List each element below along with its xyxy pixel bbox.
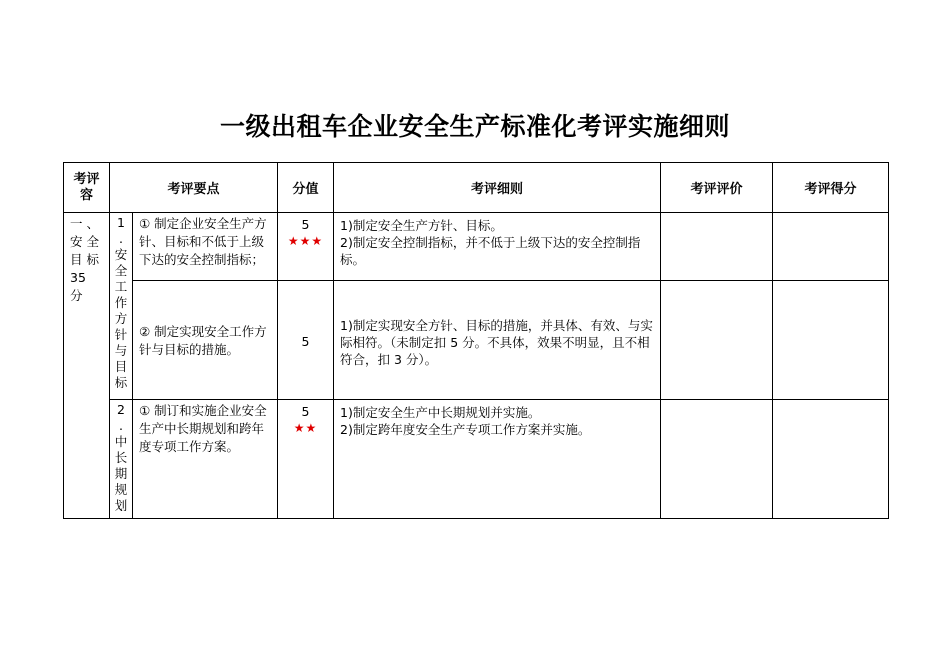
result-cell	[773, 213, 889, 281]
header-content: 考评 容	[64, 163, 110, 213]
result-cell	[773, 281, 889, 400]
subcategory-char: 安	[114, 247, 128, 262]
evaluation-cell	[661, 400, 773, 519]
detail-cell	[334, 400, 661, 519]
category-line: 35	[70, 270, 86, 285]
score-cell	[278, 400, 334, 519]
subcategory-char: 方	[114, 311, 128, 326]
header-result: 考评得分	[773, 163, 889, 213]
header-row	[64, 163, 889, 213]
result-cell	[773, 400, 889, 519]
detail-line: 1)制定安全生产中长期规划并实施。	[340, 405, 541, 420]
subcategory-cell	[110, 400, 133, 519]
subcategory-char: 与	[114, 343, 128, 358]
subcategory-char: 划	[114, 498, 128, 513]
subcategory-char: 期	[114, 466, 128, 481]
detail-cell	[334, 281, 661, 400]
score-cell	[278, 213, 334, 281]
category-line: 分	[70, 288, 83, 303]
detail-line: 1)制定安全生产方针、目标。	[340, 218, 503, 233]
subcategory-char: 作	[114, 295, 128, 310]
star-rating: ★★	[293, 421, 318, 435]
header-evaluation: 考评评价	[661, 163, 773, 213]
subcategory-char: 1	[117, 215, 125, 230]
category-cell	[64, 213, 110, 519]
evaluation-cell	[661, 281, 773, 400]
header-score: 分值	[278, 163, 334, 213]
subcategory-char: 工	[114, 279, 128, 294]
subcategory-char: 针	[114, 327, 128, 342]
subcategory-char: .	[119, 231, 123, 246]
subcategory-cell	[110, 213, 133, 400]
evaluation-cell	[661, 213, 773, 281]
category-line: 一 、	[70, 216, 99, 231]
subcategory-char: .	[119, 418, 123, 433]
document-title: 一级出租车企业安全生产标准化考评实施细则	[219, 112, 730, 141]
subcategory-char: 全	[114, 263, 128, 278]
table-row	[64, 281, 889, 400]
subcategory-char: 规	[114, 482, 128, 497]
header-detail: 考评细则	[334, 163, 661, 213]
score-value: 5	[301, 334, 310, 349]
detail-line: 2)制定跨年度安全生产专项工作方案并实施。	[340, 422, 591, 437]
detail-line: 1)制定实现安全方针、目标的措施，并具体、有效、与实际相符。（未制定扣 5 分。不具体，效果不明显，且不相符合，扣 3 分）。	[340, 317, 653, 367]
evaluation-table	[63, 162, 889, 519]
point-cell: ① 制订和实施企业安全生产中长期规划和跨年度专项工作方案。	[133, 400, 278, 519]
header-points: 考评要点	[110, 163, 278, 213]
subcategory-char: 目	[114, 359, 128, 374]
table-row	[64, 400, 889, 519]
score-value: 5	[301, 217, 310, 232]
category-line: 安 全	[70, 234, 99, 249]
point-cell: ② 制定实现安全工作方针与目标的措施。	[133, 281, 278, 400]
detail-line: 2)制定安全控制指标，并不低于上级下达的安全控制指标。	[340, 235, 641, 267]
score-cell	[278, 281, 334, 400]
detail-cell	[334, 213, 661, 281]
subcategory-char: 标	[114, 375, 128, 390]
subcategory-char: 长	[114, 450, 128, 465]
subcategory-char: 中	[114, 434, 128, 449]
star-rating: ★★★	[287, 234, 324, 248]
subcategory-char: 2	[117, 402, 125, 417]
score-value: 5	[301, 404, 310, 419]
table-row	[64, 213, 889, 281]
point-cell: ① 制定企业安全生产方针、目标和不低于上级下达的安全控制指标；	[133, 213, 278, 281]
category-line: 目 标	[70, 252, 99, 267]
